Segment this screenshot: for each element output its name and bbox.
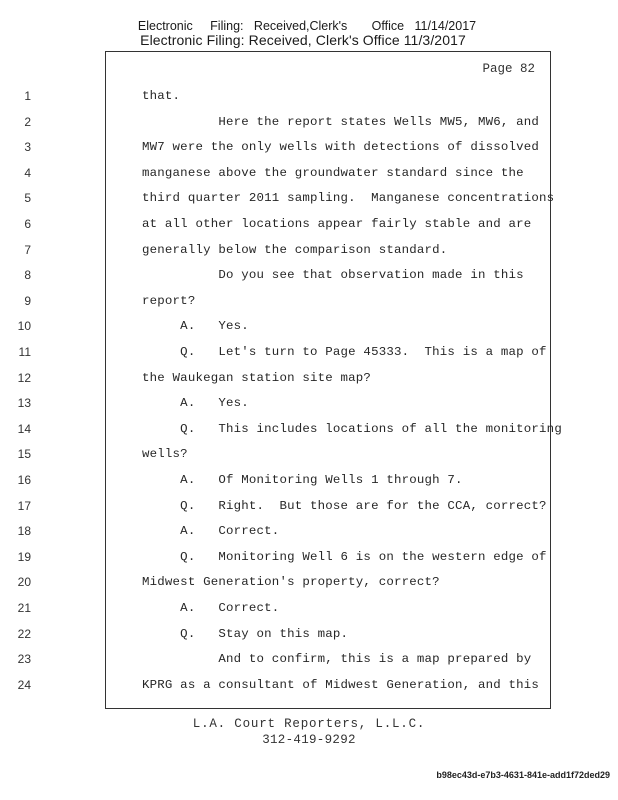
document-hash: b98ec43d-e7b3-4631-841e-add1f72ded29: [436, 770, 610, 780]
line-text: KPRG as a consultant of Midwest Generation, and this: [142, 677, 540, 692]
line-number: 23: [17, 652, 31, 667]
line-number: 21: [17, 601, 31, 615]
line-text: Here the report states Wells MW5, MW6, and: [142, 114, 540, 129]
line-number: 20: [17, 575, 31, 590]
line-number: 3: [24, 140, 31, 155]
line-text: Q. This includes locations of all the monitoring: [142, 421, 562, 436]
stamp-word: Filing:: [210, 19, 244, 33]
line-number: 6: [24, 217, 31, 231]
transcript-line: [24, 165, 552, 186]
filing-stamp-line-1: [0, 19, 616, 33]
line-text: at all other locations appear fairly stable and are: [142, 217, 532, 231]
stamp-word: Received,Clerk's: [253, 19, 348, 33]
line-text: Q. Monitoring Well 6 is on the western edge of: [142, 549, 547, 564]
line-text: A. Correct.: [142, 524, 280, 539]
line-number: 1: [24, 89, 31, 103]
line-number: 8: [24, 268, 31, 283]
line-number: 7: [24, 242, 31, 257]
line-text: report?: [142, 293, 196, 308]
transcript-line: [17, 396, 552, 416]
line-text: Q. Let's turn to Page 45333. This is a map of: [142, 345, 547, 359]
transcript-line: [17, 473, 552, 493]
transcript-line: [24, 268, 552, 288]
stamp-word: 11/14/2017: [414, 19, 477, 33]
line-number: 2: [24, 114, 31, 129]
stamp-word: Office: [371, 19, 405, 33]
line-text: the Waukegan station site map?: [142, 370, 372, 385]
line-number: 12: [17, 370, 31, 385]
line-number: 10: [17, 319, 31, 334]
transcript-line: [24, 89, 552, 109]
line-text: Midwest Generation's property, correct?: [142, 575, 440, 590]
line-number: 24: [17, 677, 31, 692]
line-number: 14: [17, 421, 31, 436]
transcript-line: [17, 421, 562, 442]
line-text: A. Correct.: [142, 601, 280, 615]
transcript-line: [18, 345, 552, 365]
reporter-phone: 312-419-9292: [262, 733, 356, 747]
line-text: manganese above the groundwater standard since the: [142, 165, 524, 180]
line-number: 22: [17, 626, 31, 641]
line-number: 13: [17, 396, 31, 411]
reporter-company: L.A. Court Reporters, L.L.C.: [192, 717, 426, 731]
transcript-line: [24, 140, 552, 160]
line-text: wells?: [142, 447, 188, 462]
transcript-line: [17, 319, 552, 339]
line-number: 17: [17, 498, 31, 513]
transcript-line: [17, 626, 552, 647]
transcript-line: [17, 549, 552, 570]
line-number: 19: [17, 549, 31, 564]
stamp-word: Electronic: [137, 19, 193, 33]
transcript-line: [17, 677, 552, 698]
line-number: 18: [17, 524, 31, 539]
page-number: Page 82: [482, 62, 535, 76]
line-number: 5: [24, 191, 31, 206]
transcript-line: [17, 370, 552, 391]
line-text: MW7 were the only wells with detections of dissolved: [142, 140, 540, 155]
line-text: And to confirm, this is a map prepared by: [142, 652, 532, 667]
filing-stamp-line-2: Electronic Filing: Received, Clerk's Office 11/3/2017: [140, 32, 466, 48]
line-number: 11: [18, 345, 31, 359]
transcript-line: [24, 293, 552, 314]
line-number: 4: [24, 165, 31, 180]
transcript-line: [24, 114, 552, 135]
line-text: third quarter 2011 sampling. Manganese concentrations: [142, 191, 555, 206]
line-text: Q. Right. But those are for the CCA, correct?: [142, 498, 547, 513]
line-text: Q. Stay on this map.: [142, 626, 349, 641]
line-text: generally below the comparison standard.: [142, 242, 448, 257]
line-number: 15: [17, 447, 31, 462]
transcript-line: [17, 652, 552, 672]
transcript-line: [24, 242, 552, 263]
transcript-line: [17, 447, 552, 467]
line-number: 16: [17, 473, 31, 487]
line-text: A. Of Monitoring Wells 1 through 7.: [142, 473, 463, 487]
transcript-line: [17, 601, 552, 621]
line-number: 9: [24, 293, 31, 308]
transcript-line: [24, 191, 555, 211]
transcript-line: [17, 524, 552, 544]
line-text: A. Yes.: [142, 319, 249, 334]
transcript-line: [17, 575, 552, 595]
line-text: A. Yes.: [142, 396, 249, 411]
line-text: Do you see that observation made in this: [142, 268, 524, 283]
transcript-line: [24, 217, 552, 237]
transcript-line: [17, 498, 552, 519]
line-text: that.: [142, 89, 181, 103]
transcript-page: [17, 51, 562, 709]
